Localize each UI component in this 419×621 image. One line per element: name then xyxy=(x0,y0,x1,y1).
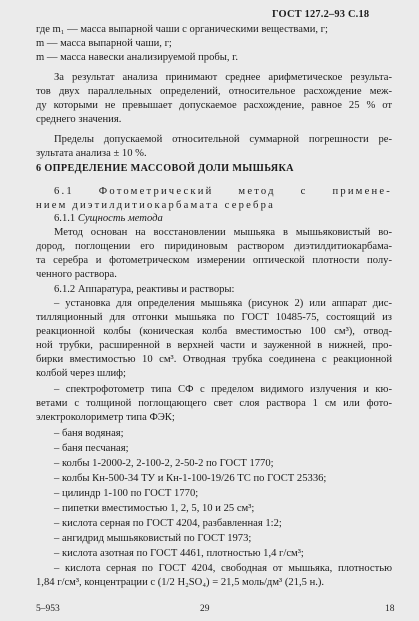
definition-line: m — масса навески анализируемой пробы, г. xyxy=(36,52,238,63)
apparatus-line: ной трубки, расширенной в верхней части и зауженной в нижней, про- xyxy=(36,340,392,351)
apparatus-line: – баня песчаная; xyxy=(54,443,129,454)
apparatus-line: колбой через шлиф; xyxy=(36,368,126,379)
paragraph-line: Пределы допускаемой относительной суммарной погрешности ре- xyxy=(54,134,392,145)
apparatus-line: тилляционный для отгонки мышьяка по ГОСТ 10485-75, состоящий из xyxy=(36,312,392,323)
footer-print-code: 5–953 xyxy=(36,604,60,614)
apparatus-line: бирки вместимостью 10 см³. Отводная трубка соединена с реакционной xyxy=(36,354,392,365)
apparatus-line: ветами с толщиной поглощающего свет слоя раствора 1 см или фото- xyxy=(36,398,392,409)
apparatus-line: реакционной колбы (коническая колба вместимостью 100 см³), отвод- xyxy=(36,326,392,337)
definition-line: где m₁ — масса выпарной чаши с органическими веществами, г; xyxy=(36,24,328,35)
method-line: Метод основан на восстановлении мышьяка в мышьяковистый во- xyxy=(54,227,392,238)
apparatus-line: – колбы 1-2000-2, 2-100-2, 2-50-2 по ГОСТ 1770; xyxy=(54,458,274,469)
paragraph-line: зультата анализа ± 10 %. xyxy=(36,148,147,159)
apparatus-line: – баня водяная; xyxy=(54,428,124,439)
apparatus-line: – пипетки вместимостью 1, 2, 5, 10 и 25 см³; xyxy=(54,503,255,514)
paragraph-line: За результат анализа принимают среднее арифметическое результа- xyxy=(54,72,392,83)
method-line: та серебра и фотометрическом измерении оптической плотности полу- xyxy=(36,255,392,266)
apparatus-line: – цилиндр 1-100 по ГОСТ 1770; xyxy=(54,488,199,499)
clause-heading: 6.1.2 Аппаратура, реактивы и растворы: xyxy=(54,284,235,295)
subsection-heading: 6.1 Фотометрический метод с примене- xyxy=(54,186,392,197)
definition-line: m — масса выпарной чаши, г; xyxy=(36,38,172,49)
paragraph-line: тов двух параллельных определений, относительное расхождение меж- xyxy=(36,86,392,97)
section-heading: 6 ОПРЕДЕЛЕНИЕ МАССОВОЙ ДОЛИ МЫШЬЯКА xyxy=(36,163,294,174)
footer-sheet-number: 18 xyxy=(385,604,395,614)
paragraph-line: ду которыми не превышает допускаемое расхождение, равное 25 % от xyxy=(36,100,392,111)
apparatus-line: – кислота азотная по ГОСТ 4461, плотностью 1,4 г/см³; xyxy=(54,548,304,559)
apparatus-line: – установка для определения мышьяка (рисунок 2) или аппарат дис- xyxy=(54,298,392,309)
clause-number: 6.1.1 xyxy=(54,213,78,224)
apparatus-line: 1,84 г/см³, концентрации с (1/2 H₂SO₄) = 21,5 моль/дм³ (21,5 н.). xyxy=(36,577,325,588)
footer-page-number: 29 xyxy=(200,604,210,614)
subsection-heading: нием диэтилдитиокарбамата серебра xyxy=(36,200,276,211)
apparatus-line: – кислота серная по ГОСТ 4204, свободная от мышьяка, плотностью xyxy=(54,563,392,574)
method-line: ченного раствора. xyxy=(36,269,117,280)
page-header: ГОСТ 127.2–93 С.18 xyxy=(272,9,370,20)
clause-title: Сущность метода xyxy=(77,213,163,224)
apparatus-line: – колбы Кн-500-34 ТУ и Кн-1-100-19/26 ТС по ГОСТ 25336; xyxy=(54,473,327,484)
clause-heading xyxy=(54,212,163,225)
apparatus-line: – ангидрид мышьяковистый по ГОСТ 1973; xyxy=(54,533,252,544)
method-line: дород, поглощении его пиридиновым раствором диэтилдитиокарбама- xyxy=(36,241,392,252)
apparatus-line: – кислота серная по ГОСТ 4204, разбавленная 1:2; xyxy=(54,518,282,529)
apparatus-line: электроколориметр типа ФЭК; xyxy=(36,412,175,423)
apparatus-line: – спектрофотометр типа СФ с пределом видимого излучения и кю- xyxy=(54,384,392,395)
paragraph-line: среднего значения. xyxy=(36,114,122,125)
